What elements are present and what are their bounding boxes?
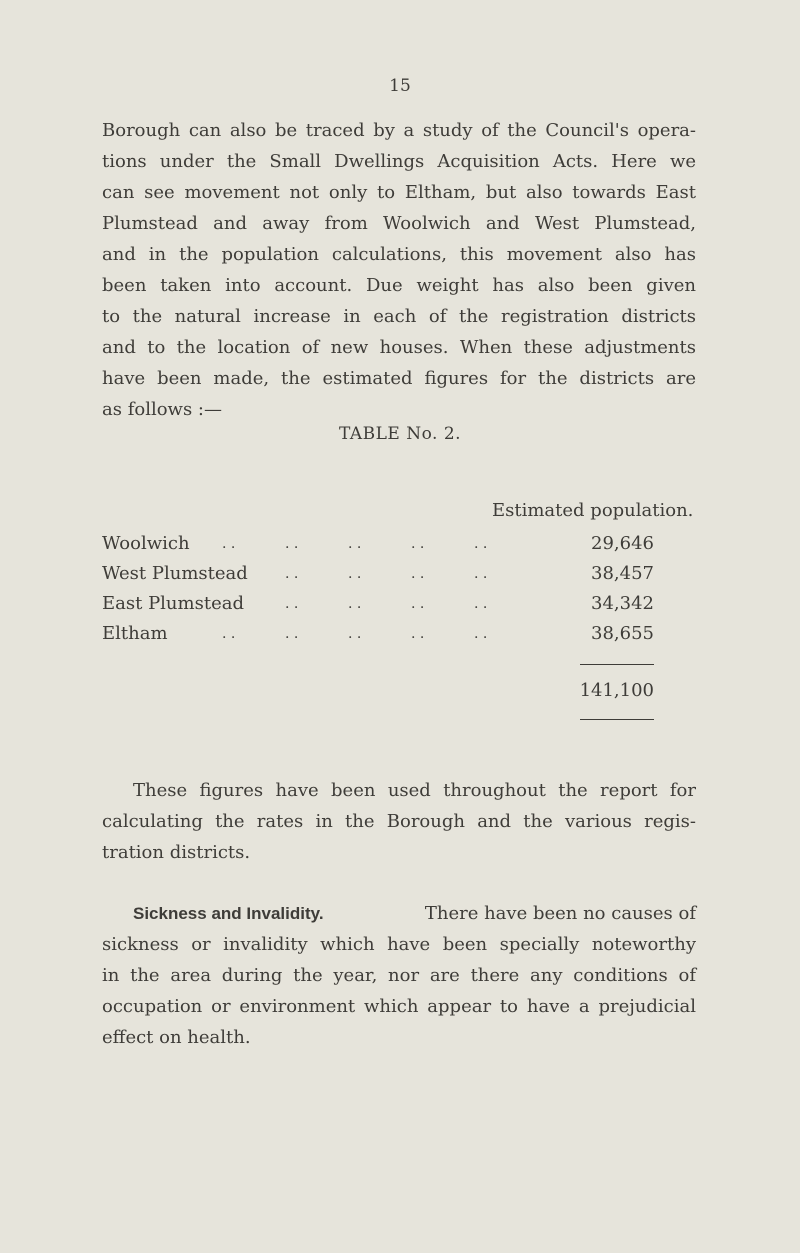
text-line: calculating the rates in the Borough and the various regis-	[102, 811, 696, 832]
total-rule	[580, 719, 654, 720]
figures-paragraph	[102, 775, 696, 868]
table-row: East Plumstead . . . . . . . . 34,342	[102, 589, 654, 619]
table-total-row	[102, 676, 654, 706]
text-line: and to the location of new houses. When these adjustments	[102, 337, 696, 358]
intro-paragraph	[102, 115, 696, 425]
population-value: 29,646	[591, 533, 654, 554]
total-value: 141,100	[579, 680, 654, 701]
text-line: These figures have been used throughout the report for	[133, 780, 696, 801]
text-line: tions under the Small Dwellings Acquisition Acts. Here we	[102, 151, 696, 172]
text-line: effect on health.	[102, 1027, 251, 1048]
district-name: East Plumstead	[102, 593, 244, 614]
district-name: Woolwich	[102, 533, 190, 554]
text-line: occupation or environment which appear to have a prejudicial	[102, 996, 696, 1017]
table-title: TABLE No. 2.	[338, 424, 462, 444]
table-row: Woolwich . . . . . . . . . . 29,646	[102, 529, 654, 559]
text-line: been taken into account. Due weight has also been given	[102, 275, 696, 296]
population-value: 38,457	[591, 563, 654, 584]
text-line: Plumstead and away from Woolwich and West Plumstead,	[102, 213, 696, 234]
text-line: have been made, the estimated figures for the districts are	[102, 368, 696, 389]
table-row: West Plumstead . . . . . . . . 38,457	[102, 559, 654, 589]
population-value: 38,655	[591, 623, 654, 644]
text-line: and in the population calculations, this movement also has	[102, 244, 696, 265]
sum-rule	[580, 664, 654, 665]
text-line: to the natural increase in each of the registration districts	[102, 306, 696, 327]
population-value: 34,342	[591, 593, 654, 614]
text-line: can see movement not only to Eltham, but also towards East	[102, 182, 696, 203]
text-line: There have been no causes of	[424, 903, 696, 924]
text-line: in the area during the year, nor are there any conditions of	[102, 965, 696, 986]
sickness-section	[102, 898, 696, 1053]
district-name: West Plumstead	[102, 563, 248, 584]
text-line: Borough can also be traced by a study of the Council's opera-	[102, 120, 696, 141]
text-line: sickness or invalidity which have been specially noteworthy	[102, 934, 696, 955]
table-column-header: Estimated population.	[492, 500, 694, 521]
page-number: 15	[389, 76, 411, 96]
text-line: as follows :—	[102, 399, 222, 420]
district-name: Eltham	[102, 623, 168, 644]
table-row: Eltham . . . . . . . . . . 38,655	[102, 619, 654, 649]
text-line: tration districts.	[102, 842, 251, 863]
section-heading: Sickness and Invalidity.	[133, 904, 324, 923]
